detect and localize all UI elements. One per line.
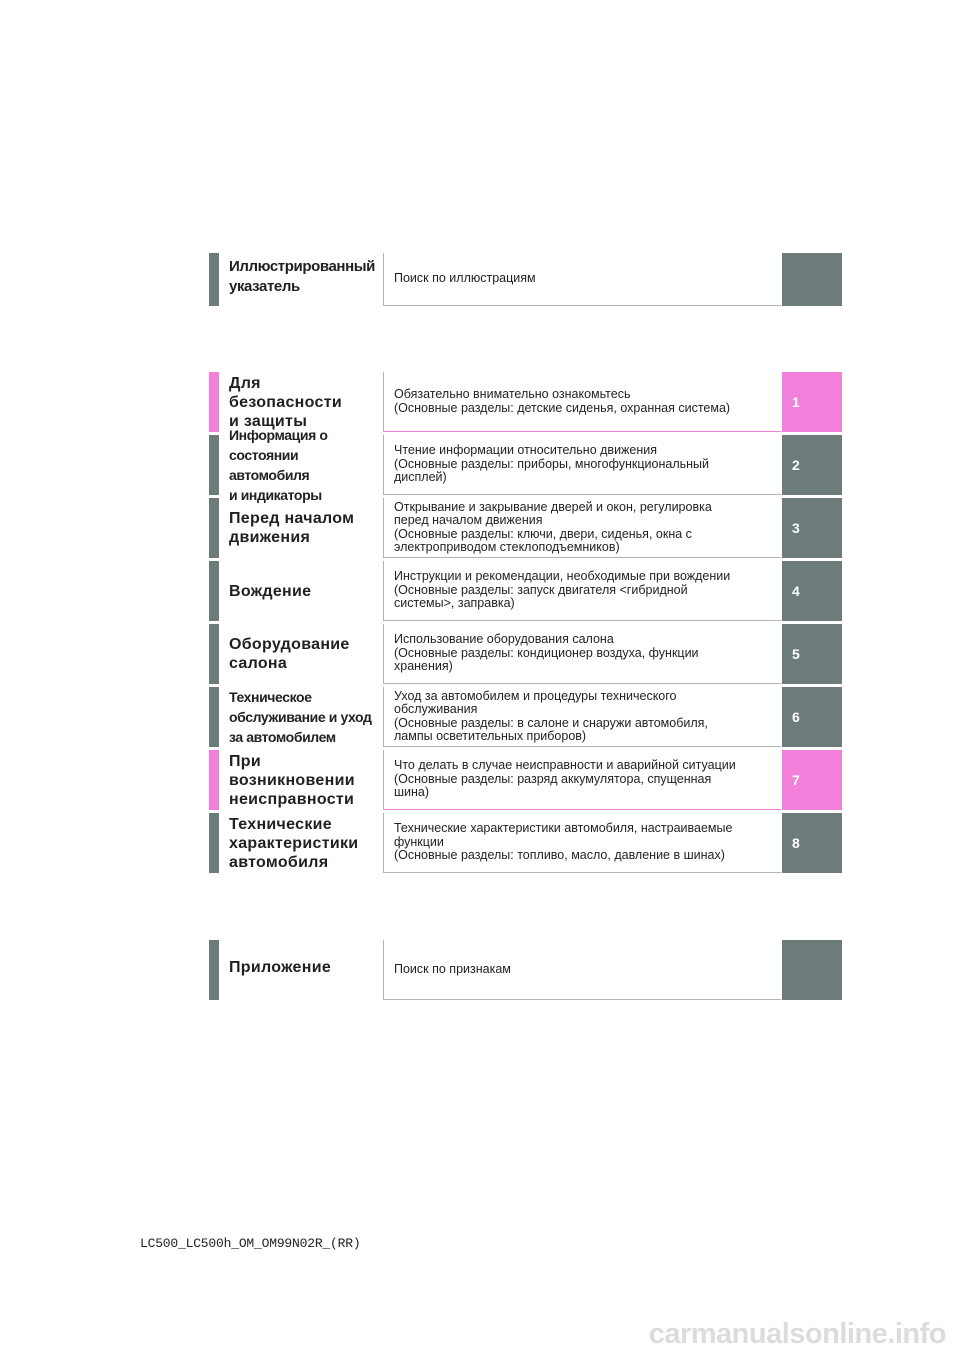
section-tab[interactable]: 1 [782,372,842,432]
section-description: Использование оборудования салона (Основные разделы: кондиционер воздуха, функции хранения) [383,624,781,684]
section-description: Что делать в случае неисправности и аварийной ситуации (Основные разделы: разряд аккумулятора, спущенная шина) [383,750,781,810]
section-tab[interactable]: 4 [782,561,842,621]
section-title: Приложение [229,959,332,976]
section-title: Информация о состоянии автомобиля и индикаторы [229,427,328,503]
section-title: Оборудование салона [229,636,350,672]
index-row-6[interactable] [209,687,842,747]
section-description: Открывание и закрывание дверей и окон, регулировка перед началом движения (Основные разделы: ключи, двери, сиденья, окна с электроприводом стеклоподъемников) [383,498,781,558]
section-bar [209,813,219,873]
index-row-7[interactable] [209,750,842,810]
index-row-3[interactable] [209,498,842,558]
index-row-2[interactable] [209,427,842,503]
section-bar [209,498,219,558]
section-bar [209,750,219,810]
section-bar [209,687,219,747]
index-row-5[interactable] [209,624,842,684]
section-description: Уход за автомобилем и процедуры технического обслуживания (Основные разделы: в салоне и снаружи автомобиля, лампы осветительных приборов) [383,687,781,747]
index-row-4[interactable] [209,561,842,621]
section-title: Перед началом движения [229,510,355,546]
index-row-appendix[interactable] [209,940,842,1000]
section-description: Поиск по иллюстрациям [383,253,781,306]
section-bar [209,940,219,1000]
section-tab[interactable]: 5 [782,624,842,684]
section-tab[interactable] [782,940,842,1000]
section-description: Инструкции и рекомендации, необходимые при вождении (Основные разделы: запуск двигателя <гибридной системы>, заправка) [383,561,781,621]
section-bar [209,253,219,306]
section-title: При возникновении неисправности [229,752,355,808]
section-description: Технические характеристики автомобиля, настраиваемые функции (Основные разделы: топливо, масло, давление в шинах) [383,813,781,873]
section-title: Иллюстрированный указатель [229,258,375,295]
section-title: Технические характеристики автомобиля [229,815,359,871]
section-tab[interactable] [782,253,842,306]
section-title: Для безопасности и защиты [229,374,342,430]
watermark: carmanualsonline.info [648,1318,946,1350]
index-row-1[interactable] [209,372,842,432]
section-title: Техническое обслуживание и уход за автомобилем [229,689,372,745]
section-tab[interactable]: 2 [782,435,842,495]
section-bar [209,435,219,495]
section-bar [209,372,219,432]
section-bar [209,624,219,684]
section-tab[interactable]: 6 [782,687,842,747]
index-row-illustrated[interactable] [209,253,842,306]
section-description: Обязательно внимательно ознакомьтесь (Основные разделы: детские сиденья, охранная система) [383,372,781,432]
index-row-8[interactable] [209,813,842,873]
section-tab[interactable]: 7 [782,750,842,810]
section-tab[interactable]: 8 [782,813,842,873]
section-title: Вождение [229,582,312,600]
section-description: Поиск по признакам [383,940,781,1000]
section-tab[interactable]: 3 [782,498,842,558]
section-description: Чтение информации относительно движения (Основные разделы: приборы, многофункциональный дисплей) [383,435,781,495]
document-code: LC500_LC500h_OM_OM99N02R_(RR) [140,1236,361,1251]
section-bar [209,561,219,621]
